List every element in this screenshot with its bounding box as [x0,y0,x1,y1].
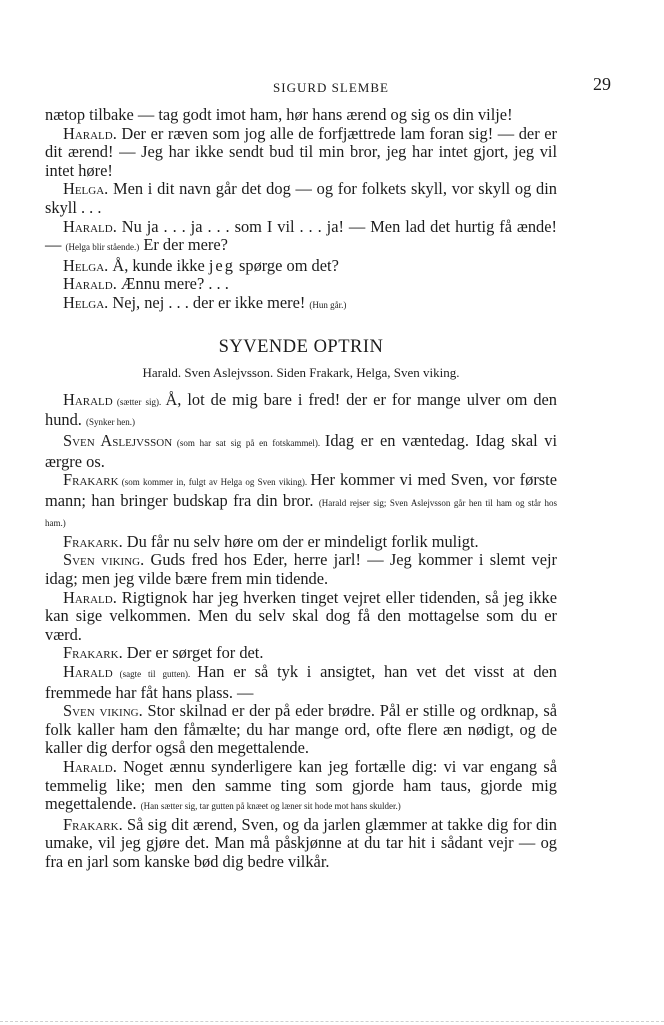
dialogue-text: Noget ænnu synderligere kan jeg fortælle dig: vi var engang så temmelig like; men den samme ting som gjorde ham taus, gjorde mig megettalende. [45,757,557,814]
stage-direction: (som kommer in, fulgt av Helga og Sven viking). [118,477,311,488]
dialogue-line [45,551,557,588]
dialogue-line [45,758,557,816]
speaker-name: Harald. [63,587,117,607]
dialogue-line [45,391,557,432]
dialogue-line [45,294,557,315]
stage-direction: (sætter sig). [112,396,166,407]
dialogue-line [45,644,557,663]
dialogue-text: Så sig dit ærend, Sven, og da jarlen glæmmer at takke dig for din umake, vil jeg gjøre det. Man må påskjønne at du tar hit i sådant vejr — og fra en jarl som kanske bød dig bedre vilkår. [45,814,557,871]
page-number: 29 [593,74,611,94]
emphasized-word: jeg [208,255,235,275]
dialogue-line [45,533,557,552]
page-body [45,106,557,872]
speaker-name: Harald. [63,123,117,143]
dialogue-line [45,589,557,645]
speaker-name: Helga. [63,292,109,312]
stage-direction: (sagte til gutten). [112,669,198,680]
speaker-name: Helga. [63,179,109,199]
dialogue-text: nætop tilbake — tag godt imot ham, hør hans ærend og sig os din vilje! [45,105,513,124]
stage-direction: (Han sætter sig, tar gutten på knæet og læner sit hode mot hans skulder.) [140,801,401,812]
dialogue-text: Er der mere? [139,235,228,255]
speaker-name: Harald [63,662,113,682]
stage-direction: (Helga blir stående.) [65,242,140,253]
dialogue-line [45,125,557,181]
dialogue-text: Å, lot de mig bare i fred! der er for mange ulver om den hund. [45,389,557,430]
dialogue-text: spørge om det? [234,255,339,275]
speaker-name: Frakark [63,470,119,490]
speaker-name: Harald. [63,757,117,776]
dialogue-line [45,702,557,758]
speaker-name: Helga. [63,255,109,275]
speaker-name: Sven viking. [63,701,143,721]
speaker-name: Frakark. [63,814,123,834]
section-title: SYVENDE OPTRIN [218,336,384,357]
dialogue-text: Idag er en væntedag. Idag skal vi ærgre os. [45,430,557,471]
dialogue-text: Ænnu mere? . . . [116,274,229,294]
dialogue-text: Men i dit navn går det dog — og for folkets skyll, vor skyll og din skyll . . . [45,179,557,217]
page-header [45,74,617,96]
running-title: SIGURD SLEMBE [273,80,389,95]
stage-direction: (Harald rejser sig; Sven Aslejvsson går hen til ham og står hos ham.) [45,497,557,529]
stage-direction: (Synker hen.) [85,417,135,428]
speaker-name: Frakark. [63,643,123,663]
dialogue-line [45,257,557,276]
speaker-name: Sven Aslejvsson [63,430,173,450]
dialogue-text: Nej, nej . . . der er ikke mere! [108,292,310,312]
dialogue-line [45,816,557,872]
dialogue-text: Her kommer vi med Sven, vor første mann; han bringer budskap fra din bror. [45,470,557,510]
dialogue-text: Stor skilnad er der på eder brødre. Pål er stille og ordknap, så folk kaller ham den fåmælte; du har mange ord, ofte flere æn nødigt, og de kaller dig derfor også den megettalende. [45,701,557,758]
dialogue-line [45,275,557,294]
dialogue-text: Guds fred hos Eder, herre jarl! — Jeg kommer i slemt vejr idag; men jeg vilde bære frem min tidende. [45,550,557,589]
dialogue-text: Du får nu selv høre om der er mindeligt forlik muligt. [122,531,479,551]
dialogue-text: Der er sørget for det. [122,643,264,663]
scan-edge-line [0,1021,664,1022]
dialogue-text: Å, kunde ikke [108,255,209,275]
cast-list: Harald. Sven Aslejvsson. Siden Frakark, Helga, Sven viking. [142,365,460,381]
dialogue-text: Nu ja . . . ja . . . som I vil . . . ja! — Men lad det hurtig få ænde! — [45,216,557,255]
stage-direction: (Hun går.) [309,299,347,310]
speaker-name: Harald. [63,274,117,294]
dialogue-text: Rigtignok har jeg hverken tinget vejret eller tidenden, så jeg ikke kan sige velkommen. Men du selv skal dog få den mottagelse som du er værd. [45,587,557,644]
dialogue-text: Han er så tyk i ansigtet, han vet det visst at den fremmede har fåt hans plass. — [45,662,558,702]
dialogue-line [45,471,557,533]
paragraph [45,106,557,125]
dialogue-text: Der er ræven som jog alle de forfjættrede lam foran sig! — der er dit ærend! — Jeg har ikke sendt bud til min bror, jeg har intet gjort, jeg vil intet høre! [45,123,557,180]
dialogue-line [45,432,557,471]
dialogue-line [45,218,557,257]
dialogue-line [45,663,557,702]
speaker-name: Harald [63,389,113,409]
stage-direction: (som har sat sig på en fotskammel). [172,437,325,448]
speaker-name: Frakark. [63,531,123,551]
speaker-name: Sven viking. [63,550,145,570]
dialogue-line [45,180,557,217]
speaker-name: Harald. [63,216,117,236]
